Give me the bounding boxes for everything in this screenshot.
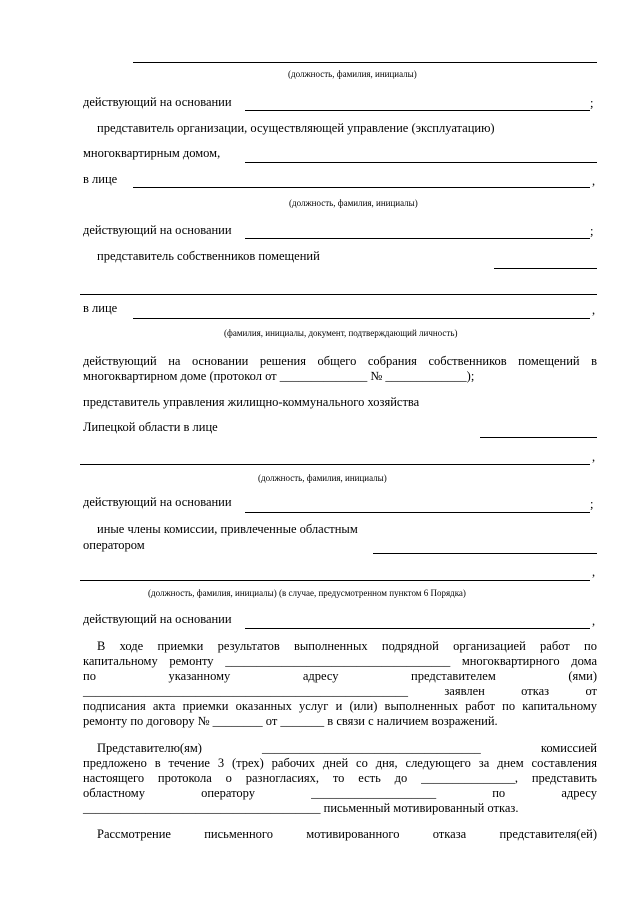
lipetsk-line-short	[480, 437, 597, 438]
caption-position-name: (должность, фамилия, инициалы)	[289, 198, 418, 208]
caption-position-name: (должность, фамилия, инициалы)	[288, 69, 417, 79]
acceptance-paragraph-line2: капитальному ремонту ____________________________________ многоквартирного дома	[83, 654, 597, 668]
acceptance-paragraph-line5: подписания акта приемки оказанных услуг и (или) выполненных работ по капитальному	[83, 699, 597, 713]
comma: ,	[592, 565, 596, 579]
top-signature-line	[133, 62, 597, 63]
semicolon: ;	[590, 224, 594, 238]
in-person-label: в лице	[83, 301, 118, 315]
owners-representative-text: представитель собственников помещений	[97, 249, 320, 263]
review-paragraph-line1: Рассмотрение письменного мотивированного отказа представителя(ей)	[97, 827, 597, 841]
general-meeting-decision-line2: многоквартирном доме (протокол от ______________ № _____________);	[83, 369, 475, 383]
lipetsk-region-text: Липецкой области в лице	[83, 420, 218, 434]
acceptance-paragraph-line3: по указанному адресу представителем (ями)	[83, 669, 597, 683]
org-representative-text: представитель организации, осуществляющей управление (эксплуатацию)	[97, 121, 495, 135]
semicolon: ;	[590, 96, 594, 110]
semicolon: ;	[590, 497, 594, 511]
in-person-line	[133, 318, 590, 319]
caption-position-name-clause: (должность, фамилия, инициалы) (в случае, предусмотренном пунктом 6 Порядка)	[148, 588, 466, 598]
housing-department-text: представитель управления жилищно-коммунального хозяйства	[83, 395, 420, 409]
comma: ,	[592, 174, 596, 188]
acting-basis-label: действующий на основании	[83, 95, 232, 109]
acting-basis-label: действующий на основании	[83, 223, 232, 237]
acting-basis-label: действующий на основании	[83, 495, 232, 509]
objection-paragraph-line2: предложено в течение 3 (трех) рабочих дней со дня, следующего за днем составления	[83, 756, 597, 770]
acceptance-paragraph-line4: ____________________________________________________ заявлен отказ от	[83, 684, 597, 698]
comma: ,	[592, 450, 596, 464]
apartment-building-text: многоквартирным домом,	[83, 146, 221, 160]
caption-name-document: (фамилия, инициалы, документ, подтверждающий личность)	[224, 328, 458, 338]
owners-line-full	[80, 294, 597, 295]
owners-line-short	[494, 268, 597, 269]
comma: ,	[592, 614, 596, 628]
other-members-text: иные члены комиссии, привлеченные областным	[97, 522, 358, 536]
objection-paragraph-line1: Представителю(ям) ___________________________________ комиссией	[97, 741, 597, 755]
acting-basis-line	[245, 238, 590, 239]
operator-line-full	[80, 580, 590, 581]
acceptance-paragraph-line1: В ходе приемки результатов выполненных подрядной организацией работ по	[97, 639, 597, 653]
objection-paragraph-line5: ______________________________________ письменный мотивированный отказ.	[83, 801, 519, 815]
acceptance-paragraph-line6: ремонту по договору № ________ от _______ в связи с наличием возражений.	[83, 714, 498, 728]
acting-basis-label: действующий на основании	[83, 612, 232, 626]
acting-basis-line	[245, 110, 590, 111]
operator-text: оператором	[83, 538, 145, 552]
acting-basis-line	[245, 628, 590, 629]
lipetsk-line-full	[80, 464, 590, 465]
in-person-line	[133, 187, 590, 188]
objection-paragraph-line4: областному оператору ____________________ по адресу	[83, 786, 597, 800]
operator-line-short	[373, 553, 597, 554]
caption-position-name: (должность, фамилия, инициалы)	[258, 473, 387, 483]
in-person-label: в лице	[83, 172, 118, 186]
general-meeting-decision-line1: действующий на основании решения общего собрания собственников помещений в	[83, 354, 597, 368]
objection-paragraph-line3: настоящего протокола о разногласиях, то есть до _______________, представить	[83, 771, 597, 785]
org-name-line	[245, 162, 597, 163]
comma: ,	[592, 303, 596, 317]
acting-basis-line	[245, 512, 590, 513]
